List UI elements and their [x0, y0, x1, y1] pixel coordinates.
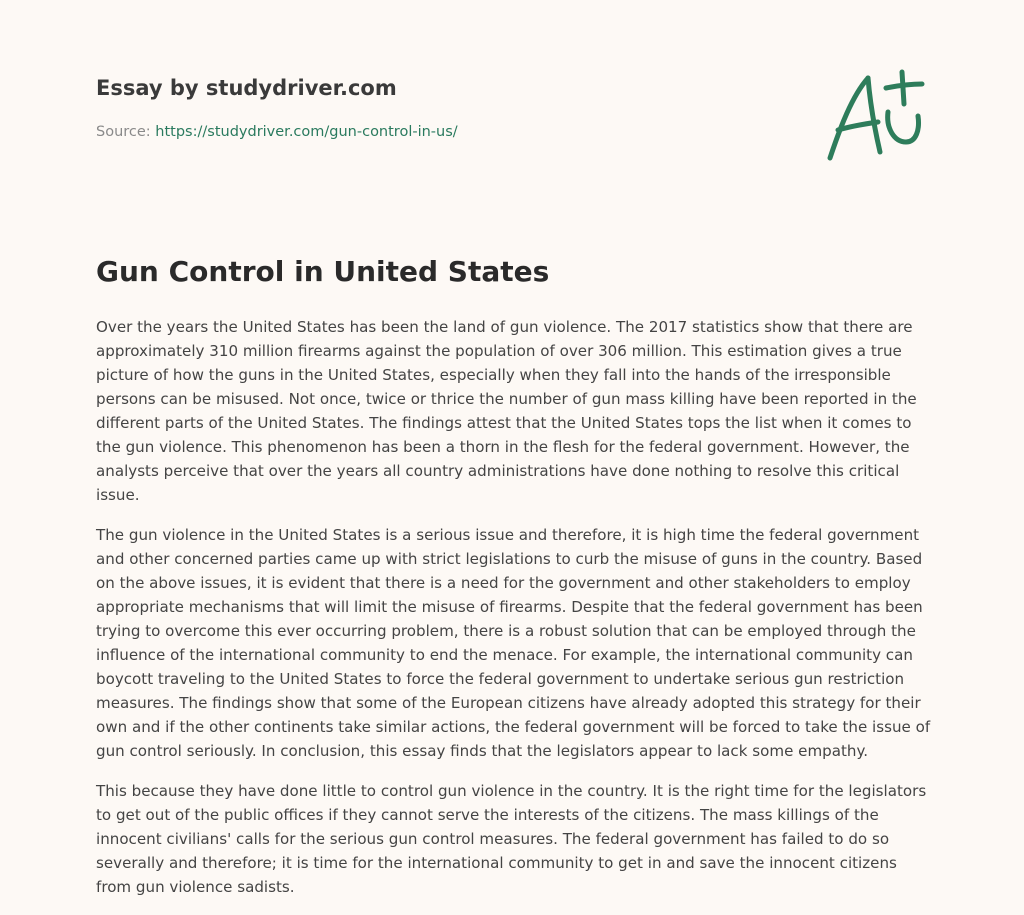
essay-title: Gun Control in United States — [96, 255, 550, 288]
essay-paragraph: Over the years the United States has been the land of gun violence. The 2017 statistics show that there are approximately 310 million firearms against the population of over 306 million. This estimation gives a true picture of how the guns in the United States, especially when they fall into the hands of the irresponsible persons can be misused. Not once, twice or thrice the number of gun mass killing have been reported in the different parts of the United States. The findings attest that the United States tops the list when it comes to the gun violence. This phenomenon has been a thorn in the flesh for the federal government. However, the analysts perceive that over the years all country administrations have done nothing to resolve this critical issue. — [96, 318, 917, 504]
source-label: Source: — [96, 124, 156, 140]
source-line — [96, 124, 458, 140]
a-plus-logo-icon — [824, 66, 928, 166]
essay-body — [96, 315, 936, 915]
source-link[interactable]: https://studydriver.com/gun-control-in-us/ — [155, 124, 458, 140]
page-header — [96, 0, 928, 200]
essay-paragraph: The gun violence in the United States is a serious issue and therefore, it is high time the federal government and other concerned parties came up with strict legislations to curb the misuse of guns in the country. Based on the above issues, it is evident that there is a need for the government and other stakeholders to employ appropriate mechanisms that will limit the misuse of firearms. Despite that the federal government has been trying to overcome this ever occurring problem, there is a robust solution that can be employed through the influence of the international community to end the menace. For example, the international community can boycott traveling to the United States to force the federal government to undertake serious gun restriction measures. The findings show that some of the European citizens have already adopted this strategy for their own and if the other continents take similar actions, the federal government will be forced to take the issue of gun control seriously. In conclusion, this essay finds that the legislators appear to lack some empathy. — [96, 526, 931, 760]
site-title: Essay by studydriver.com — [96, 76, 397, 100]
essay-paragraph: This because they have done little to control gun violence in the country. It is the right time for the legislators to get out of the public offices if they cannot serve the interests of the citizens. The mass killings of the innocent civilians' calls for the serious gun control measures. The federal government has failed to do so severally and therefore; it is time for the international community to get in and save the innocent citizens from gun violence sadists. — [96, 782, 927, 896]
